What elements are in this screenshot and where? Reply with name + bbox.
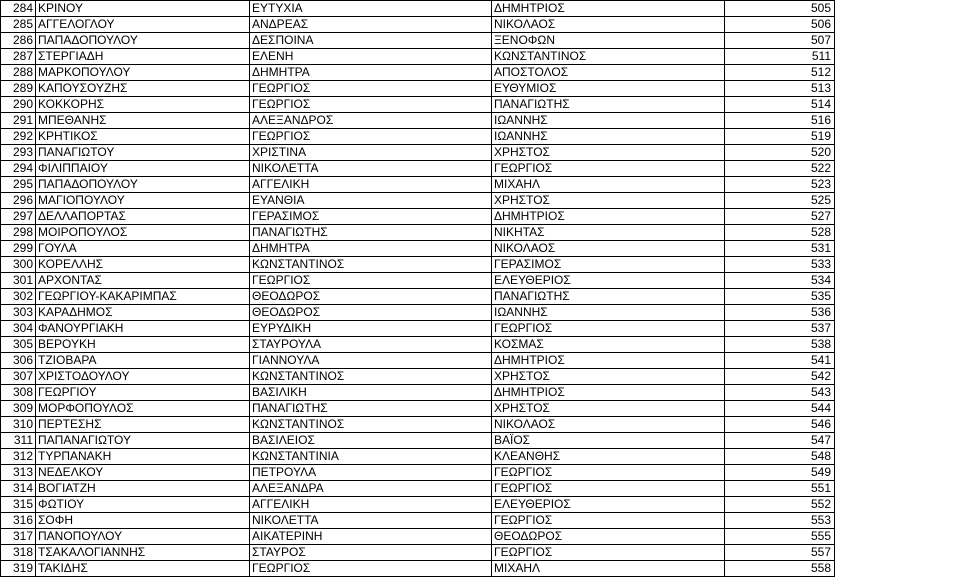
first-name-cell: ΚΩΝΣΤΑΝΤΙΝΟΣ [250,417,492,433]
row-number: 319 [1,561,36,577]
first-name-cell: ΠΑΝΑΓΙΩΤΗΣ [250,225,492,241]
row-number: 285 [1,17,36,33]
first-name-cell: ΓΕΩΡΓΙΟΣ [250,129,492,145]
score-cell: 533 [725,257,835,273]
surname-cell: ΓΕΩΡΓΙΟΥ [36,385,250,401]
row-number: 305 [1,337,36,353]
father-name-cell: ΓΕΩΡΓΙΟΣ [492,545,725,561]
row-number: 294 [1,161,36,177]
score-cell: 551 [725,481,835,497]
surname-cell: ΒΕΡΟΥΚΗ [36,337,250,353]
score-cell: 513 [725,81,835,97]
score-cell: 506 [725,17,835,33]
table-row [1,145,835,161]
score-cell: 557 [725,545,835,561]
father-name-cell: ΧΡΗΣΤΟΣ [492,193,725,209]
row-number: 317 [1,529,36,545]
surname-cell: ΧΡΙΣΤΟΔΟΥΛΟΥ [36,369,250,385]
row-number: 290 [1,97,36,113]
first-name-cell: ΣΤΑΥΡΟΣ [250,545,492,561]
surname-cell: ΑΡΧΟΝΤΑΣ [36,273,250,289]
score-cell: 553 [725,513,835,529]
score-cell: 555 [725,529,835,545]
first-name-cell: ΔΗΜΗΤΡΑ [250,241,492,257]
table-row [1,49,835,65]
table-row [1,81,835,97]
first-name-cell: ΓΕΩΡΓΙΟΣ [250,81,492,97]
table-row [1,337,835,353]
score-cell: 542 [725,369,835,385]
surname-cell: ΤΑΚΙΔΗΣ [36,561,250,577]
score-cell: 516 [725,113,835,129]
father-name-cell: ΒΑΪΟΣ [492,433,725,449]
first-name-cell: ΓΙΑΝΝΟΥΛΑ [250,353,492,369]
table-row [1,433,835,449]
table-row [1,241,835,257]
score-cell: 543 [725,385,835,401]
table-row [1,561,835,577]
surname-cell: ΜΟΙΡΟΠΟΥΛΟΣ [36,225,250,241]
score-cell: 548 [725,449,835,465]
father-name-cell: ΘΕΟΔΩΡΟΣ [492,529,725,545]
row-number: 303 [1,305,36,321]
father-name-cell: ΔΗΜΗΤΡΙΟΣ [492,353,725,369]
row-number: 297 [1,209,36,225]
surname-cell: ΚΡΙΝΟΥ [36,1,250,17]
table-row [1,257,835,273]
score-cell: 528 [725,225,835,241]
first-name-cell: ΓΕΡΑΣΙΜΟΣ [250,209,492,225]
father-name-cell: ΙΩΑΝΝΗΣ [492,129,725,145]
row-number: 304 [1,321,36,337]
father-name-cell: ΓΕΩΡΓΙΟΣ [492,481,725,497]
score-cell: 541 [725,353,835,369]
surname-cell: ΒΟΓΙΑΤΖΗ [36,481,250,497]
surname-cell: ΤΣΑΚΑΛΟΓΙΑΝΝΗΣ [36,545,250,561]
table-row [1,449,835,465]
score-cell: 536 [725,305,835,321]
first-name-cell: ΕΥΡΥΔΙΚΗ [250,321,492,337]
score-cell: 523 [725,177,835,193]
row-number: 310 [1,417,36,433]
surname-cell: ΚΟΡΕΛΛΗΣ [36,257,250,273]
table-row [1,209,835,225]
first-name-cell: ΑΛΕΞΑΝΔΡΟΣ [250,113,492,129]
row-number: 318 [1,545,36,561]
first-name-cell: ΕΛΕΝΗ [250,49,492,65]
father-name-cell: ΓΕΩΡΓΙΟΣ [492,321,725,337]
table-row [1,65,835,81]
table-row [1,369,835,385]
surname-cell: ΝΕΔΕΛΚΟΥ [36,465,250,481]
surname-cell: ΚΑΠΟΥΣΟΥΖΗΣ [36,81,250,97]
father-name-cell: ΓΕΩΡΓΙΟΣ [492,465,725,481]
score-cell: 531 [725,241,835,257]
row-number: 289 [1,81,36,97]
score-cell: 544 [725,401,835,417]
father-name-cell: ΠΑΝΑΓΙΩΤΗΣ [492,289,725,305]
ranking-table-body [1,1,835,577]
table-row [1,193,835,209]
surname-cell: ΠΕΡΤΕΣΗΣ [36,417,250,433]
father-name-cell: ΝΙΚΗΤΑΣ [492,225,725,241]
surname-cell: ΜΑΡΚΟΠΟΥΛΟΥ [36,65,250,81]
father-name-cell: ΠΑΝΑΓΙΩΤΗΣ [492,97,725,113]
first-name-cell: ΔΕΣΠΟΙΝΑ [250,33,492,49]
father-name-cell: ΞΕΝΟΦΩΝ [492,33,725,49]
father-name-cell: ΑΠΟΣΤΟΛΟΣ [492,65,725,81]
father-name-cell: ΝΙΚΟΛΑΟΣ [492,417,725,433]
first-name-cell: ΒΑΣΙΛΙΚΗ [250,385,492,401]
father-name-cell: ΓΕΡΑΣΙΜΟΣ [492,257,725,273]
row-number: 301 [1,273,36,289]
table-row [1,353,835,369]
father-name-cell: ΝΙΚΟΛΑΟΣ [492,17,725,33]
father-name-cell: ΚΩΝΣΤΑΝΤΙΝΟΣ [492,49,725,65]
row-number: 284 [1,1,36,17]
first-name-cell: ΝΙΚΟΛΕΤΤΑ [250,161,492,177]
first-name-cell: ΣΤΑΥΡΟΥΛΑ [250,337,492,353]
row-number: 296 [1,193,36,209]
table-row [1,273,835,289]
score-cell: 512 [725,65,835,81]
row-number: 300 [1,257,36,273]
father-name-cell: ΝΙΚΟΛΑΟΣ [492,241,725,257]
row-number: 287 [1,49,36,65]
father-name-cell: ΧΡΗΣΤΟΣ [492,401,725,417]
row-number: 286 [1,33,36,49]
surname-cell: ΚΟΚΚΟΡΗΣ [36,97,250,113]
first-name-cell: ΠΑΝΑΓΙΩΤΗΣ [250,401,492,417]
table-row [1,1,835,17]
father-name-cell: ΕΛΕΥΘΕΡΙΟΣ [492,273,725,289]
surname-cell: ΤΖΙΟΒΑΡΑ [36,353,250,369]
table-row [1,529,835,545]
score-cell: 537 [725,321,835,337]
row-number: 295 [1,177,36,193]
table-row [1,177,835,193]
surname-cell: ΠΑΠΑΝΑΓΙΩΤΟΥ [36,433,250,449]
table-row [1,289,835,305]
row-number: 311 [1,433,36,449]
row-number: 298 [1,225,36,241]
first-name-cell: ΑΙΚΑΤΕΡΙΝΗ [250,529,492,545]
father-name-cell: ΔΗΜΗΤΡΙΟΣ [492,385,725,401]
surname-cell: ΑΓΓΕΛΟΓΛΟΥ [36,17,250,33]
row-number: 293 [1,145,36,161]
table-row [1,225,835,241]
score-cell: 552 [725,497,835,513]
score-cell: 527 [725,209,835,225]
first-name-cell: ΚΩΝΣΤΑΝΤΙΝΟΣ [250,369,492,385]
first-name-cell: ΘΕΟΔΩΡΟΣ [250,289,492,305]
row-number: 313 [1,465,36,481]
surname-cell: ΦΑΝΟΥΡΓΙΑΚΗ [36,321,250,337]
surname-cell: ΣΤΕΡΓΙΑΔΗ [36,49,250,65]
score-cell: 505 [725,1,835,17]
row-number: 288 [1,65,36,81]
first-name-cell: ΚΩΝΣΤΑΝΤΙΝΙΑ [250,449,492,465]
first-name-cell: ΔΗΜΗΤΡΑ [250,65,492,81]
table-row [1,33,835,49]
row-number: 309 [1,401,36,417]
table-row [1,545,835,561]
first-name-cell: ΕΥΑΝΘΙΑ [250,193,492,209]
score-cell: 546 [725,417,835,433]
score-cell: 507 [725,33,835,49]
surname-cell: ΠΑΠΑΔΟΠΟΥΛΟΥ [36,177,250,193]
father-name-cell: ΕΥΘΥΜΙΟΣ [492,81,725,97]
surname-cell: ΜΟΡΦΟΠΟΥΛΟΣ [36,401,250,417]
first-name-cell: ΓΕΩΡΓΙΟΣ [250,561,492,577]
score-cell: 535 [725,289,835,305]
father-name-cell: ΙΩΑΝΝΗΣ [492,305,725,321]
row-number: 316 [1,513,36,529]
surname-cell: ΚΡΗΤΙΚΟΣ [36,129,250,145]
table-row [1,385,835,401]
first-name-cell: ΚΩΝΣΤΑΝΤΙΝΟΣ [250,257,492,273]
surname-cell: ΠΑΝΑΓΙΩΤΟΥ [36,145,250,161]
first-name-cell: ΑΓΓΕΛΙΚΗ [250,497,492,513]
father-name-cell: ΔΗΜΗΤΡΙΟΣ [492,1,725,17]
surname-cell: ΜΠΕΘΑΝΗΣ [36,113,250,129]
first-name-cell: ΑΓΓΕΛΙΚΗ [250,177,492,193]
score-cell: 514 [725,97,835,113]
score-cell: 511 [725,49,835,65]
first-name-cell: ΓΕΩΡΓΙΟΣ [250,97,492,113]
table-row [1,321,835,337]
surname-cell: ΜΑΓΙΟΠΟΥΛΟΥ [36,193,250,209]
first-name-cell: ΑΝΔΡΕΑΣ [250,17,492,33]
table-row [1,305,835,321]
table-row [1,497,835,513]
father-name-cell: ΧΡΗΣΤΟΣ [492,145,725,161]
father-name-cell: ΚΛΕΑΝΘΗΣ [492,449,725,465]
table-row [1,417,835,433]
father-name-cell: ΧΡΗΣΤΟΣ [492,369,725,385]
surname-cell: ΠΑΠΑΔΟΠΟΥΛΟΥ [36,33,250,49]
first-name-cell: ΓΕΩΡΓΙΟΣ [250,273,492,289]
row-number: 291 [1,113,36,129]
row-number: 314 [1,481,36,497]
surname-cell: ΣΟΦΗ [36,513,250,529]
row-number: 315 [1,497,36,513]
score-cell: 519 [725,129,835,145]
first-name-cell: ΠΕΤΡΟΥΛΑ [250,465,492,481]
surname-cell: ΓΕΩΡΓΙΟΥ-ΚΑΚΑΡΙΜΠΑΣ [36,289,250,305]
table-row [1,97,835,113]
table-row [1,513,835,529]
table-row [1,481,835,497]
table-row [1,401,835,417]
first-name-cell: ΒΑΣΙΛΕΙΟΣ [250,433,492,449]
father-name-cell: ΔΗΜΗΤΡΙΟΣ [492,209,725,225]
row-number: 307 [1,369,36,385]
row-number: 312 [1,449,36,465]
father-name-cell: ΙΩΑΝΝΗΣ [492,113,725,129]
father-name-cell: ΓΕΩΡΓΙΟΣ [492,513,725,529]
row-number: 302 [1,289,36,305]
row-number: 306 [1,353,36,369]
surname-cell: ΠΑΝΟΠΟΥΛΟΥ [36,529,250,545]
first-name-cell: ΧΡΙΣΤΙΝΑ [250,145,492,161]
score-cell: 549 [725,465,835,481]
first-name-cell: ΝΙΚΟΛΕΤΤΑ [250,513,492,529]
score-cell: 522 [725,161,835,177]
surname-cell: ΔΕΛΛΑΠΟΡΤΑΣ [36,209,250,225]
table-row [1,161,835,177]
table-row [1,113,835,129]
score-cell: 520 [725,145,835,161]
score-cell: 547 [725,433,835,449]
score-cell: 538 [725,337,835,353]
row-number: 308 [1,385,36,401]
father-name-cell: ΓΕΩΡΓΙΟΣ [492,161,725,177]
surname-cell: ΓΟΥΛΑ [36,241,250,257]
row-number: 292 [1,129,36,145]
surname-cell: ΦΙΛΙΠΠΑΙΟΥ [36,161,250,177]
surname-cell: ΤΥΡΠΑΝΑΚΗ [36,449,250,465]
score-cell: 525 [725,193,835,209]
table-row [1,129,835,145]
father-name-cell: ΜΙΧΑΗΛ [492,561,725,577]
first-name-cell: ΑΛΕΞΑΝΔΡΑ [250,481,492,497]
table-row [1,17,835,33]
father-name-cell: ΕΛΕΥΘΕΡΙΟΣ [492,497,725,513]
surname-cell: ΚΑΡΑΔΗΜΟΣ [36,305,250,321]
score-cell: 558 [725,561,835,577]
first-name-cell: ΘΕΟΔΩΡΟΣ [250,305,492,321]
father-name-cell: ΚΟΣΜΑΣ [492,337,725,353]
father-name-cell: ΜΙΧΑΗΛ [492,177,725,193]
score-cell: 534 [725,273,835,289]
row-number: 299 [1,241,36,257]
first-name-cell: ΕΥΤΥΧΙΑ [250,1,492,17]
surname-cell: ΦΩΤΙΟΥ [36,497,250,513]
table-row [1,465,835,481]
